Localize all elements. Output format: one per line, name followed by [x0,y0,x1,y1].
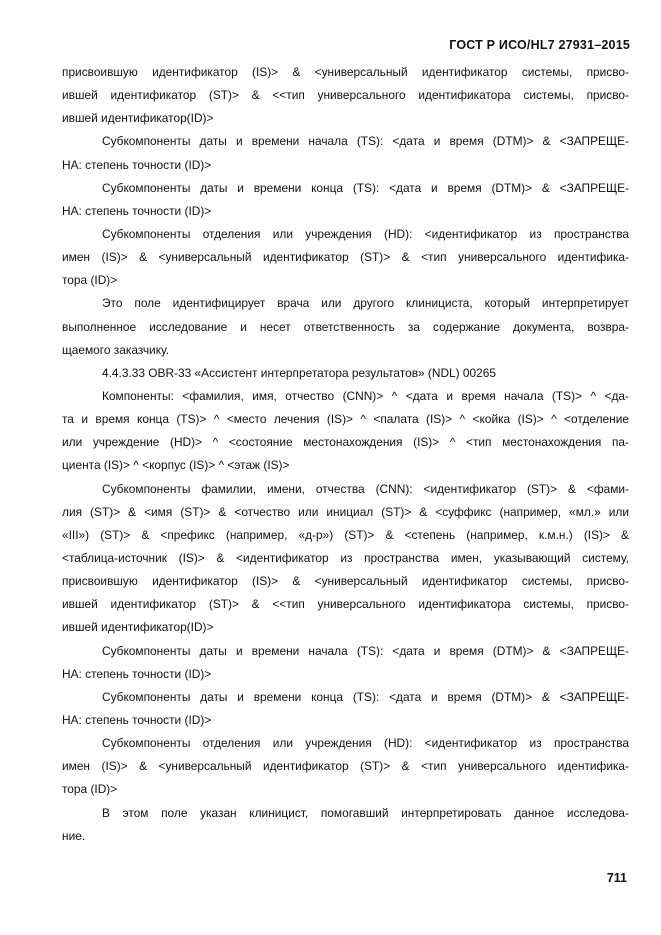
text-line: 4.4.3.33 OBR-33 «Ассистент интерпретатора результатов» (NDL) 00265 [102,365,497,380]
text-line: тора (ID)> [62,782,118,797]
text-line: имен (IS)> & <универсальный идентификатор (ST)> & <тип универсального идентифика- [62,250,629,265]
text-line: В этом поле указан клиницист, помогавший интерпретировать данное исследова- [102,805,629,820]
text-line: тора (ID)> [62,273,118,288]
text-line: Субкомпоненты даты и времени начала (TS): <дата и время (DTM)> & <ЗАПРЕЩЕ- [102,643,629,658]
text-line: присвоившую идентификатор (IS)> & <универсальный идентификатор системы, присво- [62,574,629,589]
text-line: Компоненты: <фамилия, имя, отчество (CNN)> ^ <дата и время начала (TS)> ^ <да- [102,388,629,403]
text-line: Субкомпоненты даты и времени начала (TS): <дата и время (DTM)> & <ЗАПРЕЩЕ- [102,134,629,149]
text-line: Субкомпоненты даты и времени конца (TS): <дата и время (DTM)> & <ЗАПРЕЩЕ- [102,689,629,704]
text-line: НА: степень точности (ID)> [62,666,212,681]
text-line: ившей идентификатор (ST)> & <<тип универсального идентификатора системы, присво- [62,597,629,612]
text-line: Субкомпоненты отделения или учреждения (HD): <идентификатор из пространства [102,226,629,241]
text-line: Это поле идентифицирует врача или другого клинициста, который интерпретирует [102,296,629,311]
text-line: ившей идентификатор (ST)> & <<тип универсального идентификатора системы, присво- [62,88,629,103]
text-line: Субкомпоненты отделения или учреждения (HD): <идентификатор из пространства [102,736,629,751]
text-line: Субкомпоненты фамилии, имени, отчества (CNN): <идентификатор (ST)> & <фами- [102,481,629,496]
text-line: щаемого заказчику. [62,342,170,357]
text-line: Субкомпоненты даты и времени конца (TS): <дата и время (DTM)> & <ЗАПРЕЩЕ- [102,180,629,195]
text-line: выполненное исследование и несет ответственность за содержание документа, возвра- [62,319,629,334]
text-line: НА: степень точности (ID)> [62,712,212,727]
document-body [62,61,629,848]
text-line: ившей идентификатор(ID)> [62,620,214,635]
text-line: присвоившую идентификатор (IS)> & <универсальный идентификатор системы, присво- [62,65,629,79]
text-line: ившей идентификатор(ID)> [62,111,214,126]
text-line: НА: степень точности (ID)> [62,203,212,218]
text-line: <таблица-источник (IS)> & <идентификатор из пространства имен, указывающий систему, [62,550,629,565]
text-line: или учреждение (HD)> ^ <состояние местонахождения (IS)> ^ <тип местонахождения па- [62,435,629,450]
text-line: лия (ST)> & <имя (ST)> & <отчество или инициал (ST)> & <суффикс (например, «мл.» или [62,504,629,519]
page-number: 711 [606,871,627,885]
text-line: имен (IS)> & <универсальный идентификатор (ST)> & <тип универсального идентифика- [62,759,629,774]
text-line: та и время конца (TS)> ^ <место лечения (IS)> ^ <палата (IS)> ^ <койка (IS)> ^ <отделение [62,412,629,427]
text-line: «III») (ST)> & <префикс (например, «д-р») (ST)> & <степень (например, к.м.н.) (IS)> & [62,527,629,542]
text-line: НА: степень точности (ID)> [62,157,212,172]
text-line: ние. [62,828,86,843]
document-header: ГОСТ Р ИСО/HL7 27931–2015 [449,38,630,52]
text-line: циента (IS)> ^ <корпус (IS)> ^ <этаж (IS)> [62,458,290,473]
